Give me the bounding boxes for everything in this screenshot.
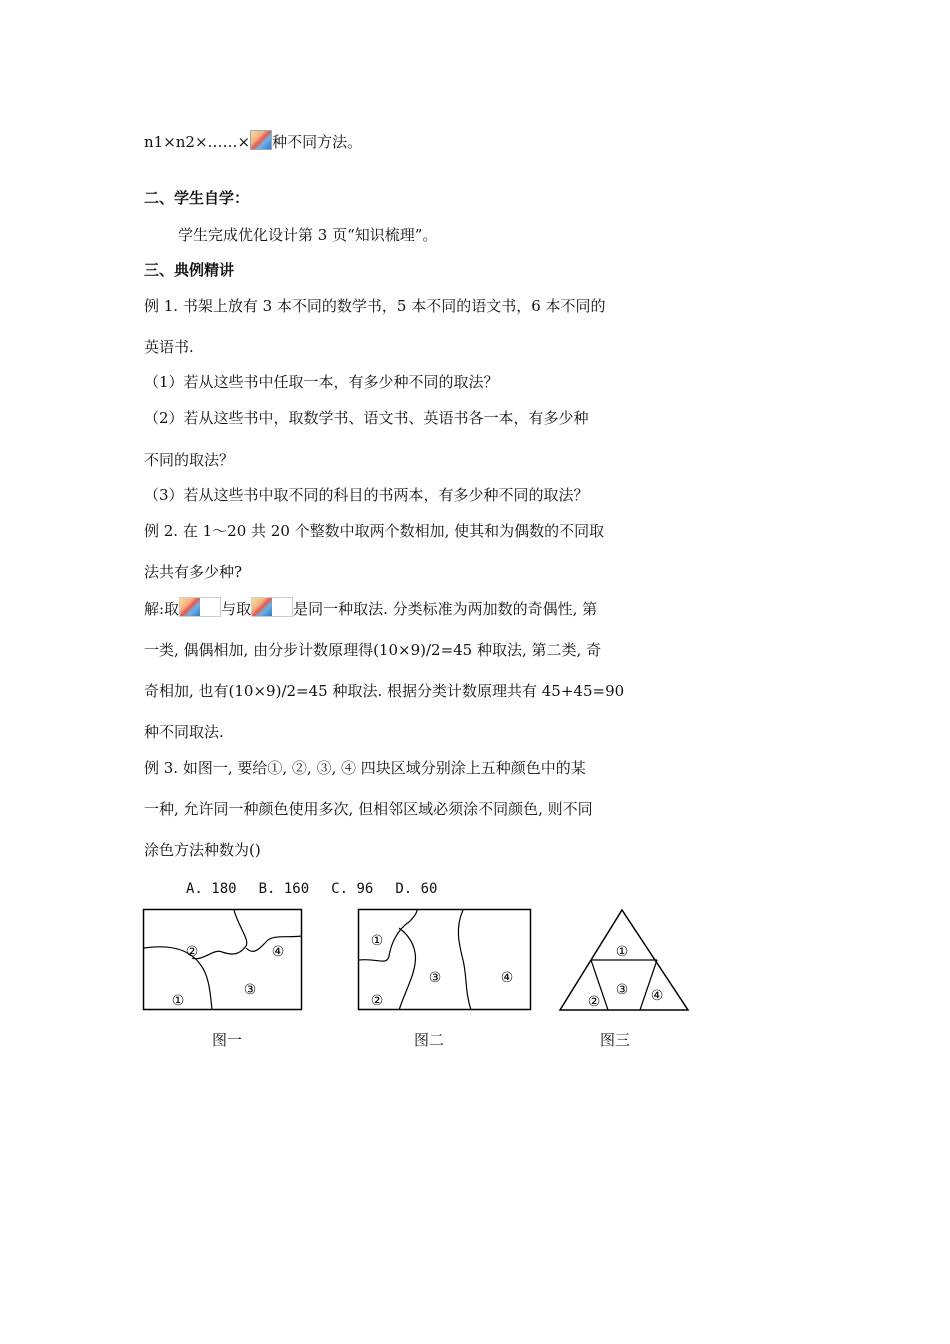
formula-line (144, 130, 362, 152)
example1-question2-line2: 不同的取法？ (144, 451, 235, 469)
fig3-label-2: ② (587, 994, 601, 1010)
section3-title: 三、典例精讲 (144, 261, 235, 279)
fig1-label-4: ④ (271, 944, 285, 960)
example2-line2: 法共有多少种? (144, 563, 243, 581)
section2-body: 学生完成优化设计第 3 页“知识梳理”。 (178, 226, 438, 244)
solution-part-b: 与取 (221, 600, 252, 618)
option-a: A. 180 (186, 881, 237, 897)
fig2-label-4: ④ (500, 970, 514, 986)
fig2-label-2: ② (370, 993, 384, 1009)
figure-1-caption: 图一 (212, 1031, 243, 1049)
broken-image-icon (179, 597, 221, 617)
option-b: B. 160 (258, 881, 310, 897)
solution-line4: 种不同取法. (144, 723, 224, 741)
example3-line2: 一种, 允许同一种颜色使用多次, 但相邻区域必须涂不同颜色, 则不同 (144, 800, 593, 818)
solution-line3: 奇相加, 也有(10×9)/2=45 种取法. 根据分类计数原理共有 45+45=90 (144, 682, 625, 700)
fig2-label-1: ① (370, 933, 384, 949)
option-d: D. 60 (395, 881, 438, 897)
figure-3-caption: 图三 (600, 1031, 631, 1049)
broken-image-icon (251, 597, 293, 617)
fig1-label-2: ② (185, 944, 199, 960)
fig2-label-3: ③ (428, 970, 442, 986)
solution-line1 (144, 597, 597, 619)
example1-question2-line1: （2）若从这些书中，取数学书、语文书、英语书各一本，有多少种 (144, 409, 589, 427)
figure-2 (357, 908, 533, 1012)
fig1-label-3: ③ (243, 982, 257, 998)
example1-line1: 例 1. 书架上放有 3 本不同的数学书，5 本不同的语文书，6 本不同的 (144, 297, 606, 315)
fig3-label-3: ③ (615, 982, 629, 998)
fig3-label-1: ① (615, 944, 629, 960)
solution-line2: 一类, 偶偶相加, 由分步计数原理得(10×9)/2=45 种取法, 第二类, 奇 (144, 641, 602, 659)
example3-line1: 例 3. 如图一, 要给①, ②, ③, ④ 四块区域分别涂上五种颜色中的某 (144, 759, 586, 777)
section2-title: 二、学生自学： (144, 189, 250, 207)
formula-suffix: 种不同方法。 (272, 133, 363, 151)
solution-part-c: 是同一种取法. 分类标准为两加数的奇偶性, 第 (293, 600, 598, 618)
figure-1 (142, 908, 304, 1012)
fig1-label-1: ① (171, 993, 185, 1009)
example3-line3: 涂色方法种数为() (144, 841, 261, 859)
answer-options (186, 878, 459, 899)
solution-part-a: 解:取 (144, 600, 180, 618)
example1-line2: 英语书. (144, 338, 194, 356)
fig3-label-4: ④ (650, 988, 664, 1004)
example1-question1: （1）若从这些书中任取一本，有多少种不同的取法？ (144, 373, 499, 391)
figure-3 (556, 906, 692, 1012)
broken-image-icon (250, 130, 272, 150)
figure-2-caption: 图二 (414, 1031, 445, 1049)
formula-prefix: n1×n2×……× (144, 133, 251, 151)
example2-line1: 例 2. 在 1～20 共 20 个整数中取两个数相加, 使其和为偶数的不同取 (144, 522, 605, 540)
option-c: C. 96 (331, 881, 374, 897)
example1-question3: （3）若从这些书中取不同的科目的书两本，有多少种不同的取法？ (144, 486, 589, 504)
